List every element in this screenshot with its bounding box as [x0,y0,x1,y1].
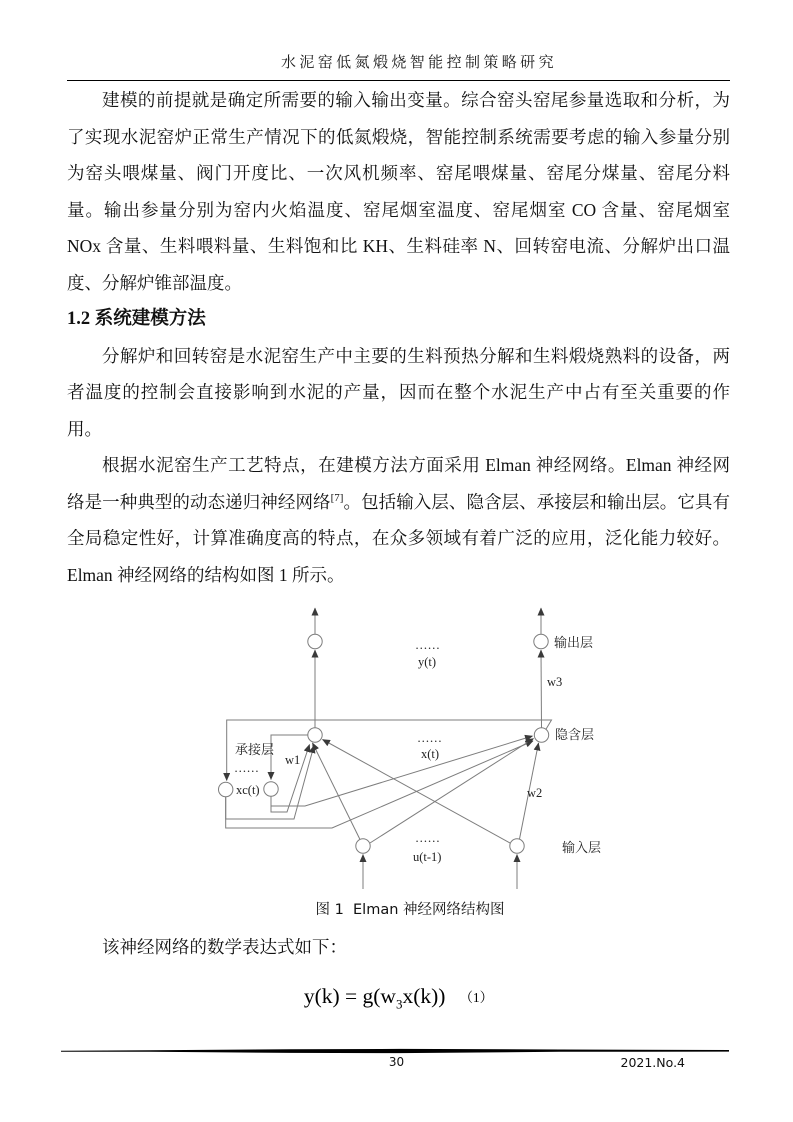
footer-rule-shape [61,1049,729,1053]
equation-1 [67,980,730,1020]
hidden-vector-label: x(t) [421,747,440,761]
weight-w3-label: w3 [547,675,563,689]
hidden-node-left [308,728,322,742]
section-heading-1-2: 1.2 系统建模方法 [67,309,206,329]
context-node-right [264,782,278,796]
context-layer-label: 承接层 [235,742,275,757]
issue-number: 2021.No.4 [620,1055,685,1070]
running-header-title: 水泥窑低氮煅烧智能控制策略研究 [280,55,557,71]
input-dots-label: …… [415,831,440,845]
context-node-left [219,782,233,796]
input-vector-label: u(t-1) [413,850,442,864]
equation-number: （1） [459,989,494,1005]
hidden-right-to-context-left-copy [227,720,552,781]
paragraph-2: 分解炉和回转窑是水泥窑生产中主要的生料预热分解和生料煅烧熟料的设备，两者温度的控制会直接影响到水泥的产量，因而在整个水泥生产中占有至关重要的作用。 [67,345,730,439]
diagram-connections [226,608,552,889]
output-node-right [534,634,548,648]
output-layer-label: 输出层 [554,635,594,650]
equation-expression [303,983,446,1011]
paragraph-4: 该神经网络的数学表达式如下： [102,937,347,957]
elman-network-diagram [170,597,650,897]
citation-reference-7: [7] [330,491,344,504]
hidden-dots-label: …… [417,731,442,745]
context-dots-label: …… [234,761,259,775]
hidden-right-to-output-right-w3 [541,650,542,728]
equation-lhs: y(k) = g(w [303,983,396,1008]
paragraph-3-text: 根据水泥窑生产工艺特点，在建模方法方面采用 Elman 神经网络。Elman 神经网络是一种典型的动态递归神经网络 [67,455,730,512]
equation-subscript: 3 [395,995,403,1011]
input-right-to-hidden-left [323,740,511,844]
paragraph-3-text-cont: 。包括输入层、隐含层、承接层和输出层。它具有全局稳定性好，计算准确度高的特点，在众多领域有着广泛的应用，泛化能力较好。Elman 神经网络的结构如图 1 所示。 [67,491,731,585]
elman-network-figure [170,597,650,923]
input-layer-label: 输入层 [562,840,602,855]
equation-rhs: x(k)) [402,983,446,1008]
weight-w1-label: w1 [285,753,301,767]
hidden-layer-label: 隐含层 [555,727,595,742]
hidden-node-right [534,728,548,742]
input-left-to-hidden-right [370,739,534,844]
page-number: 30 [388,1055,405,1069]
context-right-to-hidden-right [271,736,533,806]
output-node-left [308,634,322,648]
weight-w2-label: w2 [527,786,543,800]
page-footer [0,1046,793,1086]
input-node-left [356,839,370,853]
page-header [0,0,793,81]
header-rule [67,80,730,81]
output-vector-label: y(t) [418,655,437,669]
context-vector-label: xc(t) [236,783,260,797]
paragraph-3 [67,447,730,593]
figure-caption: 图 1 Elman 神经网络结构图 [315,902,505,918]
page-content [67,82,730,1020]
output-dots-label: …… [415,638,440,652]
input-node-right [510,839,524,853]
paragraph-1: 建模的前提就是确定所需要的输入输出变量。综合窑头窑尾参量选取和分析，为了实现水泥窑炉正常生产情况下的低氮煅烧，智能控制系统需要考虑的输入参量分别为窑头喂煤量、阀门开度比、一次风机频率、窑尾喂煤量、窑尾分煤量、窑尾分料量。输出参量分别为窑内火焰温度、窑尾烟室温度、窑尾烟室 CO 含量、窑尾烟室 NOx 含量、生料喂料量、生料饱和比 KH、生料硅率 N、回转窑电流、分解炉出口温度、分解炉锥部温度。 [67,90,730,293]
